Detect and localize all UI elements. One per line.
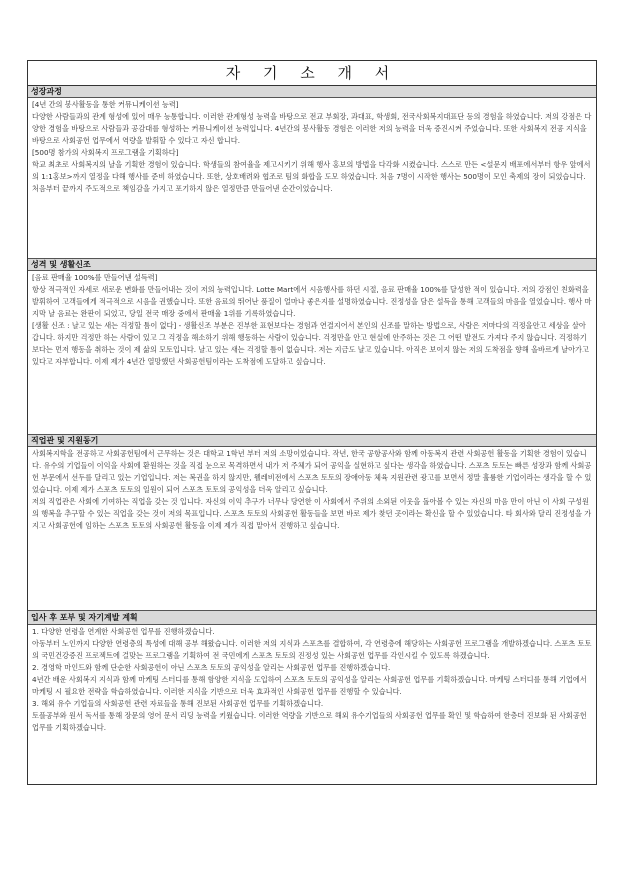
paragraph: 항상 적극적인 자세로 새로운 변화를 만들어내는 것이 저의 능력입니다. Lotte Mart에서 시음행사를 하던 시절, 음료 판매율 100%를 달성한 적이 있습니다. 저의 강점인 친화력을 발휘하여 고객들에게 적극적으로 시음을 권했습니다. 또한 음료의 뛰어난 품질이 얼마나 좋은지를 설명하였습니다. 진정성을 담은 설득을 통해 고객들의 마음을 열었습니다. 행사 마지막 날 음료는 완판이 되었고, 당일 전국 매장 중에서 판매율 1위를 기록하였습니다.	[32, 285, 592, 318]
section-heading-aspiration: 입사 후 포부 및 자기계발 계획	[28, 611, 596, 625]
document-title: 자 기 소 개 서	[28, 61, 596, 86]
list-item: 3. 해외 유수 기업들의 사회공헌 관련 자료들을 통해 진보된 사회공헌 업무를 기획하겠습니다.	[32, 699, 324, 708]
paragraph: 아동부터 노인까지 다양한 연령층의 특성에 대해 공부 해왔습니다. 이러한 저의 지식과 스포츠를 결합하여, 각 연령층에 해당하는 사회공헌 프로그램을 개발하겠습니다. 스포츠 토토의 국민건강증진 프로젝트에 걸맞는 프로그램을 기획하여 전 국민에게 스포츠 토토의 진정성 있는 사회공헌 업무를 각인시킬 수 있도록 하겠습니다.	[32, 639, 592, 660]
cover-letter-form	[27, 60, 597, 785]
section-heading-growth: 성장과정	[28, 86, 596, 98]
list-item: 1. 다양한 연령을 연계한 사회공헌 업무를 진행하겠습니다.	[32, 627, 215, 636]
paragraph: 학교 최초로 사회복지의 날을 기획한 경험이 있습니다. 학생들의 참여율을 제고시키기 위해 행사 홍보의 방법을 다각화 시켰습니다. 스스로 만든 <설문지 배포에서부터 항우 앞에서의 1:1홍보>까지 열정을 다해 행사를 준비 하였습니다. 또한, 상호배려와 협조로 팀의 화합을 도모 하였습니다. 처음 7명이 시작한 행사는 500명이 모인 축제의 장이 되었습니다. 처음부터 끝까지 주도적으로 책임감을 가지고 포기하지 않은 열정만큼 만들어낸 순간이었습니다.	[32, 160, 591, 193]
paragraph: [생활 신조 : 날고 있는 새는 걱정할 틈이 없다] - 생활신조 부분은 진부한 표현보다는 경험과 연결지어서 본인의 신조를 말하는 방법으로, 사람은 저마다의 걱정을안고 세상을 살아갑니다. 하지만 걱정만 하는 사람이 있고 그 걱정을 해소하기 위해 행동하는 사람이 있습니다. 걱정만을 안고 현실에 안주하는 것은 그 어떤 발전도 가져다 주지 않습니다. 걱정하기 보다는 먼저 행동을 취하는 것이 제 삶의 모토입니다. 날고 있는 새는 걱정할 틈이 없습니다. 저는 지금도 날고 있습니다. 아직은 보이지 않는 저의 도착점을 향해 올바르게 날아가고 있다고 자부합니다. 이제 제가 4년간 열망했던 사회공헌팀이라는 도착점에 도달하고 싶습니다.	[32, 321, 592, 366]
subheading: [음료 판매율 100%를 만들어낸 설득력]	[32, 273, 158, 282]
section-body-motivation	[28, 447, 596, 611]
section-body-personality	[28, 271, 596, 435]
list-item: 2. 경영학 마인드와 함께 단순한 사회공헌이 아닌 스포츠 토토의 공익성을 알리는 사회공헌 업무를 진행하겠습니다.	[32, 663, 391, 672]
section-heading-motivation: 직업관 및 지원동기	[28, 435, 596, 447]
paragraph: 토플공부와 원서 독서를 통해 장문의 영어 문서 리딩 능력을 키웠습니다. 이러한 역량을 기반으로 해외 유수기업들의 사회공헌 업무를 확인 및 학습하여 한층더 진보화 된 사회공헌 업무를 기획하겠습니다.	[32, 711, 590, 732]
paragraph: 다양한 사람들과의 관계 형성에 있어 매우 능통합니다. 이러한 관계형성 능력을 바탕으로 전교 부회장, 과대표, 학생회, 전국사회복지대표단 등의 경험을 하였습니다. 저의 강점은 다양한 경험을 바탕으로 사람들과 공감대를 형성하는 커뮤니케이션 능력입니다. 4년간의 봉사활동 경험은 이러한 저의 능력을 더욱 증진시켜 주었습니다. 또한 사회복지 전공 지식을 바탕으로 사회공헌 업무에서 역량을 발휘할 수 있다고 자신 합니다.	[32, 112, 592, 145]
section-heading-personality: 성격 및 생활신조	[28, 259, 596, 271]
section-body-growth	[28, 98, 596, 259]
section-body-aspiration	[28, 625, 596, 784]
subheading: [4년 간의 봉사활동을 통한 커뮤니케이션 능력]	[32, 100, 179, 109]
paragraph: 사회복지학을 전공하고 사회공헌팀에서 근무하는 것은 대학교 1학년 부터 저의 소망이었습니다. 작년, 한국 공항공사와 함께 아동복지 관련 사회공헌 활동을 기획한 경험이 있습니다. 유수의 기업들이 이익을 사회에 환원하는 것을 직접 눈으로 목격하면서 내가 저 주체가 되어 공익을 실현하고 싶다는 생각을 하였습니다. 스포츠 토토는 빠른 성장과 함께 사회공헌 부문에서 선두를 달리고 있는 기업입니다. 저는 복권을 하지 않지만, 웰레비전에서 스포츠 토토의 장애아동 체육 지원관련 광고를 보면서 정말 훌륭한 기업이라는 생각을 할 수 있었습니다. 이제 제가 스포츠 토토의 일원이 되어 스포츠 토토의 공익성을 더욱 알리고 싶습니다.	[32, 449, 592, 494]
paragraph: 4년간 배운 사회복지 지식과 함께 마케팅 스터디를 통해 함양한 지식을 도입하여 스포츠 토토의 공익성을 알리는 사회공헌 업무를 기획하겠습니다. 마케팅 스터디를 통해 기업에서 마케팅 시 필요한 전략을 학습하였습니다. 이러한 지식을 기반으로 더욱 효과적인 사회공헌 업무를 진행할 수 있습니다.	[32, 675, 590, 696]
subheading: [500명 참가의 사회복지 프로그램을 기획하다]	[32, 148, 179, 157]
paragraph: 저의 직업관은 사회에 기여하는 직업을 갖는 것 입니다. 자신의 이익 추구가 너무나 당연한 이 사회에서 주위의 소외된 이웃을 돌아볼 수 있는 자신의 마음 만이 아닌 이 사회 구성원의 행복을 추구할 수 있는 직업을 갖는 것이 저의 목표입니다. 스포츠 토토의 사회공헌 활동들을 보면 바로 제가 찾던 곳이라는 확신을 할 수 있었습니다. 타 회사와 달리 진정성을 가지고 사회공헌에 임하는 스포츠 토토의 사회공헌 활동을 이제 제가 직접 맡아서 진행하고 싶습니다.	[32, 497, 592, 530]
